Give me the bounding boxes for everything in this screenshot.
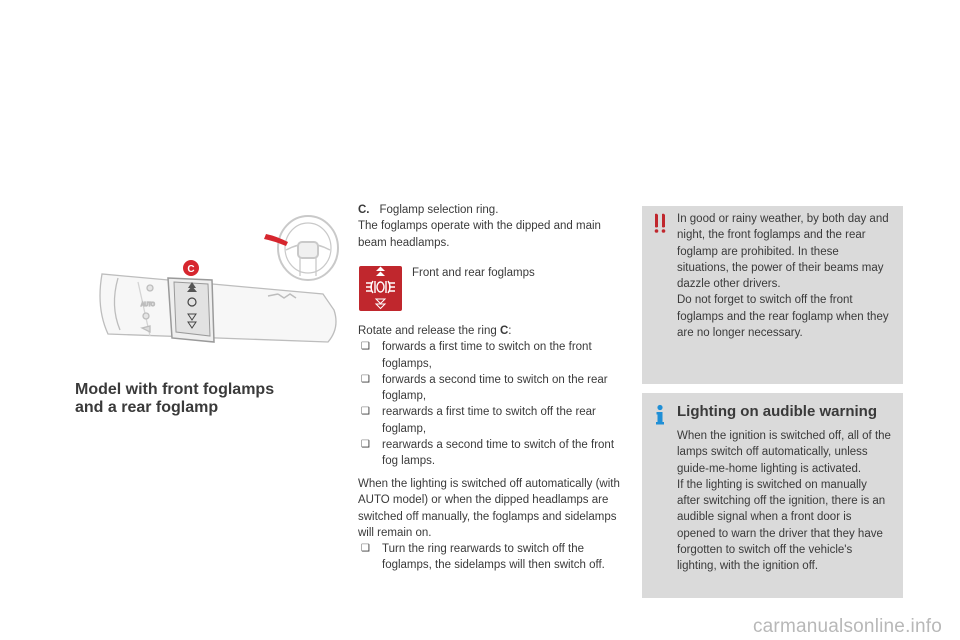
info-paragraph-1: When the ignition is switched off, all of the lamps switch off automatically, unless guide-me-home lighting is activated. xyxy=(677,430,891,475)
warning-paragraph-1: In good or rainy weather, by both day and night, the front foglamps and the rear foglamp are prohibited. In these situations, the power of their beams may dazzle other drivers. xyxy=(677,213,889,291)
heading-line-1: Model with front foglamps xyxy=(75,381,275,398)
fog-icon-label: Front and rear foglamps xyxy=(412,267,535,279)
bullet-icon: ❑ xyxy=(361,406,370,418)
rotate-intro: Rotate and release the ring C: xyxy=(358,325,512,337)
callout-letter: C xyxy=(187,264,195,275)
auto-off-paragraph: When the lighting is switched off automatically (with AUTO model) or when the dipped headlamps are switched off manually, the foglamps and sidelamps will remain on. xyxy=(358,478,620,539)
list-item: ❑ rearwards a first time to switch off the rear foglamp, xyxy=(361,406,596,435)
warning-paragraph-2: Do not forget to switch off the front foglamps and the rear foglamp when they are no longer necessary. xyxy=(677,294,889,340)
info-text xyxy=(677,428,891,575)
bullet-icon: ❑ xyxy=(361,373,370,385)
callout-c-badge xyxy=(183,260,199,276)
steering-wheel-icon xyxy=(278,216,338,280)
rotate-bullet-list xyxy=(358,339,620,469)
exclamation-warning-icon xyxy=(650,213,670,235)
info-icon xyxy=(650,404,670,426)
bullet-icon: ❑ xyxy=(361,543,370,555)
warning-text xyxy=(677,211,891,341)
stalk-auto-label: AUTO xyxy=(141,302,155,308)
foglamp-selection-ring xyxy=(168,278,214,342)
bullet-icon: ❑ xyxy=(361,439,370,451)
ring-description: The foglamps operate with the dipped and main beam headlamps. xyxy=(358,220,601,249)
red-stalk-marker xyxy=(264,234,288,246)
ring-letter: C. xyxy=(358,204,370,216)
rotate-instructions xyxy=(358,323,620,470)
info-paragraph-2: If the lighting is switched on manually after switching off the ignition, there is an audible signal when a front door is opened to warn the driver that they have forgotten to switch off the vehicle's lighting, with the ignition off. xyxy=(677,478,886,573)
front-and-rear-foglamps-icon xyxy=(359,266,402,311)
watermark: carmanualsonline.info xyxy=(752,616,942,637)
ring-definition xyxy=(358,202,628,251)
list-item: ❑ Turn the ring rearwards to switch off the foglamps, the sidelamps will then switch off. xyxy=(361,543,605,572)
heading-line-2: and a rear foglamp xyxy=(75,399,219,416)
list-item: ❑ forwards a first time to switch on the front foglamps, xyxy=(361,341,592,370)
info-panel-title: Lighting on audible warning xyxy=(677,403,877,420)
auto-off-section xyxy=(358,476,628,574)
list-item: ❑ forwards a second time to switch on the rear foglamp, xyxy=(361,373,608,403)
stalk-body xyxy=(100,274,336,342)
lighting-stalk-illustration xyxy=(88,198,348,358)
bullet-icon: ❑ xyxy=(361,341,370,353)
section-heading xyxy=(75,381,335,417)
auto-off-bullet-list xyxy=(358,541,628,574)
list-item: ❑ rearwards a second time to switch of the front fog lamps. xyxy=(361,439,615,468)
stalk-drawing xyxy=(88,198,348,358)
ring-title: Foglamp selection ring. xyxy=(379,204,499,216)
